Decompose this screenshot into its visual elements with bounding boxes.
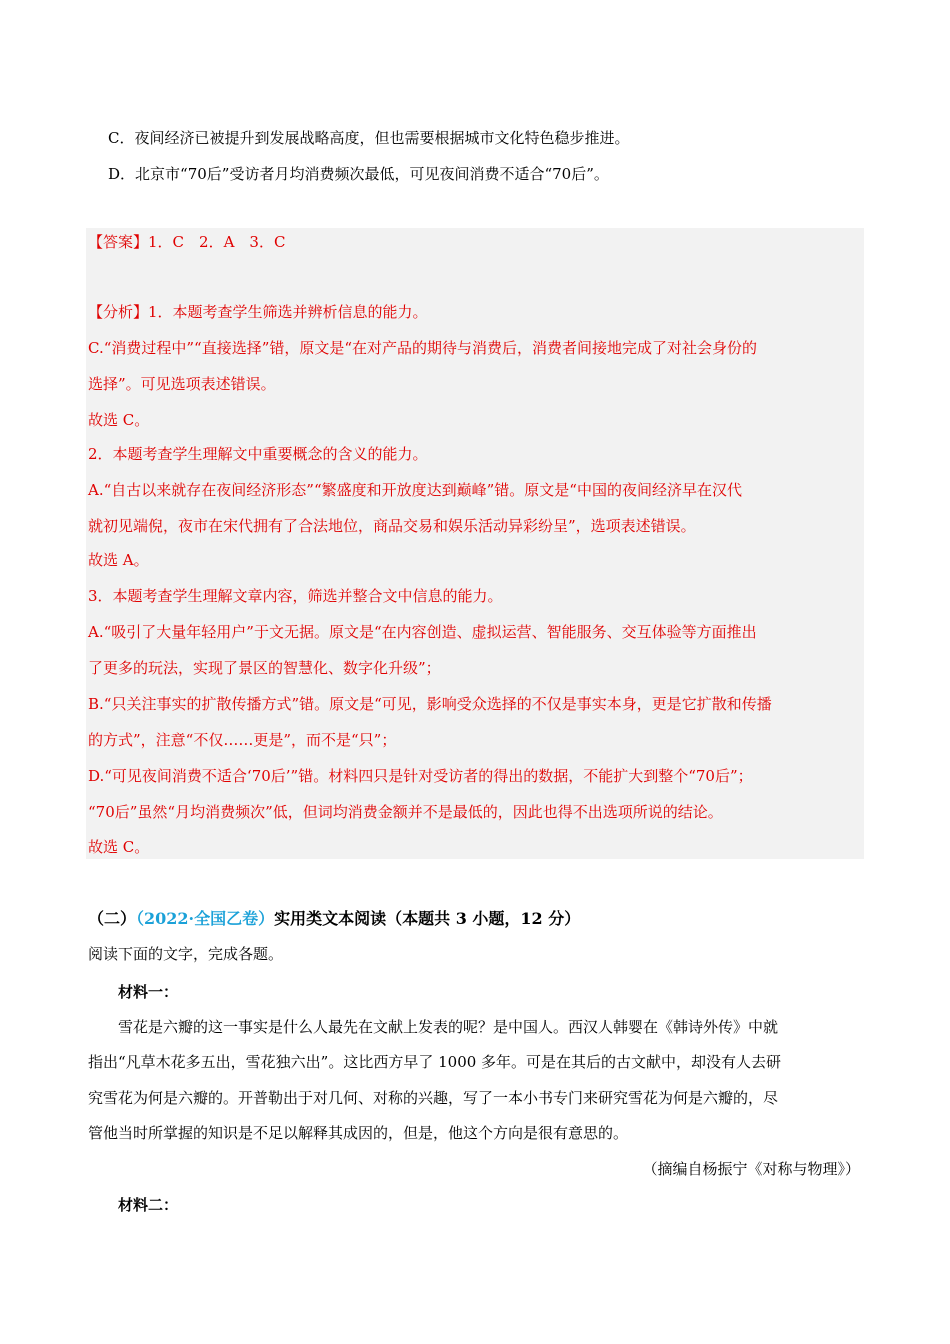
analysis-line: 【分析】1．本题考查学生筛选并辨析信息的能力。: [88, 303, 428, 321]
material1-paragraph-line: 雪花是六瓣的这一事实是什么人最先在文献上发表的呢？是中国人。西汉人韩婴在《韩诗外传》中就: [118, 1018, 779, 1036]
option-c: C．夜间经济已被提升到发展战略高度，但也需要根据城市文化特色稳步推进。: [108, 129, 630, 147]
analysis-line: A.“吸引了大量年轻用户”于文无据。原文是“在内容创造、虚拟运营、智能服务、交互体验等方面推出: [88, 623, 757, 641]
section-prefix: （二）: [88, 909, 137, 928]
analysis-line: 故选 A。: [88, 551, 149, 569]
analysis-line: D.“可见夜间消费不适合‘70后’”错。材料四只是针对受访者的得出的数据，不能扩大到整个“70后”；: [88, 767, 753, 785]
analysis-line: 2．本题考查学生理解文中重要概念的含义的能力。: [88, 445, 428, 463]
analysis-line: 选择”。可见选项表述错误。: [88, 375, 276, 393]
section-title: [88, 908, 580, 930]
section-heading: 实用类文本阅读（本题共 3 小题，12 分）: [274, 909, 581, 928]
analysis-line: A.“自古以来就存在夜间经济形态”“繁盛度和开放度达到巅峰”错。原文是“中国的夜间经济早在汉代: [88, 481, 742, 499]
material1-label: 材料一：: [118, 983, 179, 1001]
analysis-line: 3．本题考查学生理解文章内容，筛选并整合文中信息的能力。: [88, 587, 503, 605]
analysis-line: 故选 C。: [88, 838, 150, 856]
material1-citation: （摘编自杨振宁《对称与物理》）: [642, 1160, 860, 1178]
analysis-line: 故选 C。: [88, 411, 150, 429]
material1-paragraph-line: 究雪花为何是六瓣的。开普勒出于对几何、对称的兴趣，写了一本小书专门来研究雪花为何是六瓣的，尽: [88, 1089, 779, 1107]
analysis-line: 的方式”，注意“不仅……更是”，而不是“只”；: [88, 731, 397, 749]
section-source: （2022·全国乙卷）: [136, 909, 275, 928]
analysis-line: C.“消费过程中”“直接选择”错，原文是“在对产品的期待与消费后，消费者间接地完成了对社会身份的: [88, 339, 758, 357]
analysis-line: B.“只关注事实的扩散传播方式”错。原文是“可见，影响受众选择的不仅是事实本身，更是它扩散和传播: [88, 695, 772, 713]
material1-paragraph-line: 管他当时所掌握的知识是不足以解释其成因的，但是，他这个方向是很有意思的。: [88, 1124, 629, 1142]
analysis-line: 了更多的玩法，实现了景区的智慧化、数字化升级”；: [88, 659, 441, 677]
material2-label: 材料二：: [118, 1196, 179, 1214]
analysis-line: 就初见端倪，夜市在宋代拥有了合法地位，商品交易和娱乐活动异彩纷呈”，选项表述错误。: [88, 517, 696, 535]
material1-paragraph-line: 指出“凡草木花多五出，雪花独六出”。这比西方早了 1000 多年。可是在其后的古文献中，却没有人去研: [88, 1053, 782, 1071]
answer-box: [86, 228, 864, 859]
analysis-line: “70后”虽然“月均消费频次”低，但词均消费金额并不是最低的，因此也得不出选项所说的结论。: [88, 803, 723, 821]
instruction: 阅读下面的文字，完成各题。: [88, 945, 284, 963]
answer-line: 【答案】1．C 2．A 3．C: [88, 233, 286, 251]
option-d: D．北京市“70后”受访者月均消费频次最低，可见夜间消费不适合“70后”。: [108, 165, 609, 183]
